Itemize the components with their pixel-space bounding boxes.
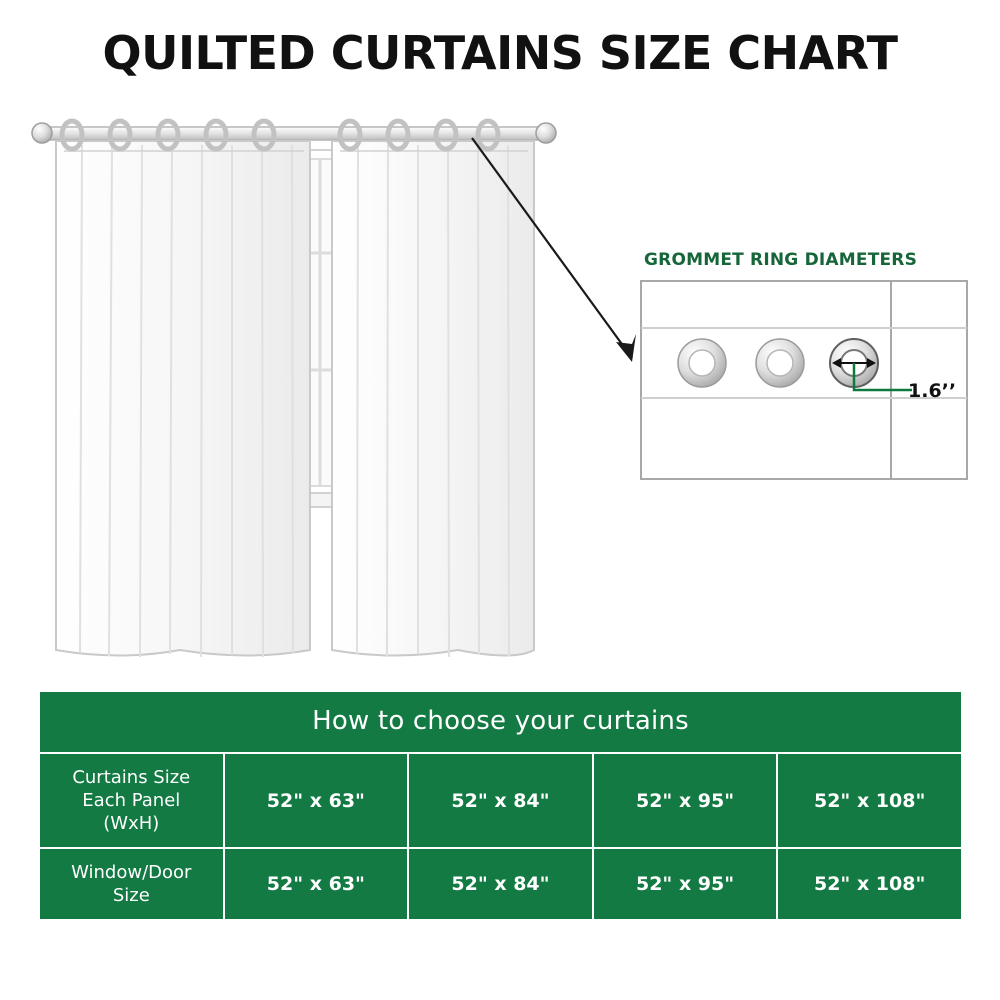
grommet-ring-1 — [678, 339, 726, 387]
size-chart-table — [38, 690, 963, 921]
row-label-line: Size — [112, 885, 150, 907]
row-label-window-size — [39, 848, 224, 920]
curtain-panel-left — [56, 141, 310, 657]
table-cell: 52" x 84" — [408, 753, 593, 848]
table-row — [39, 753, 962, 848]
grommet-detail-panel — [640, 250, 970, 485]
row-label-line: (WxH) — [103, 813, 160, 835]
page-title: QUILTED CURTAINS SIZE CHART — [102, 26, 898, 80]
table-cell: 52" x 95" — [593, 848, 778, 920]
row-label-line: Curtains Size — [72, 767, 191, 788]
table-row — [39, 848, 962, 920]
row-label-line: Each Panel — [82, 790, 181, 812]
row-label-panel-size — [39, 753, 224, 848]
table-cell: 52" x 108" — [777, 753, 962, 848]
row-label-line: Window/Door — [71, 862, 192, 884]
grommet-diameter-label: 1.6’’ — [908, 380, 957, 402]
table-cell: 52" x 84" — [408, 848, 593, 920]
callout-arrow — [440, 130, 660, 390]
table-header-row — [39, 691, 962, 753]
table-cell: 52" x 63" — [224, 753, 409, 848]
table-cell: 52" x 95" — [593, 753, 778, 848]
grommet-ring-2 — [756, 339, 804, 387]
grommet-panel-title: GROMMET RING DIAMETERS — [644, 250, 918, 270]
table-cell: 52" x 108" — [777, 848, 962, 920]
table-cell: 52" x 63" — [224, 848, 409, 920]
table-header-title: How to choose your curtains — [39, 691, 962, 753]
